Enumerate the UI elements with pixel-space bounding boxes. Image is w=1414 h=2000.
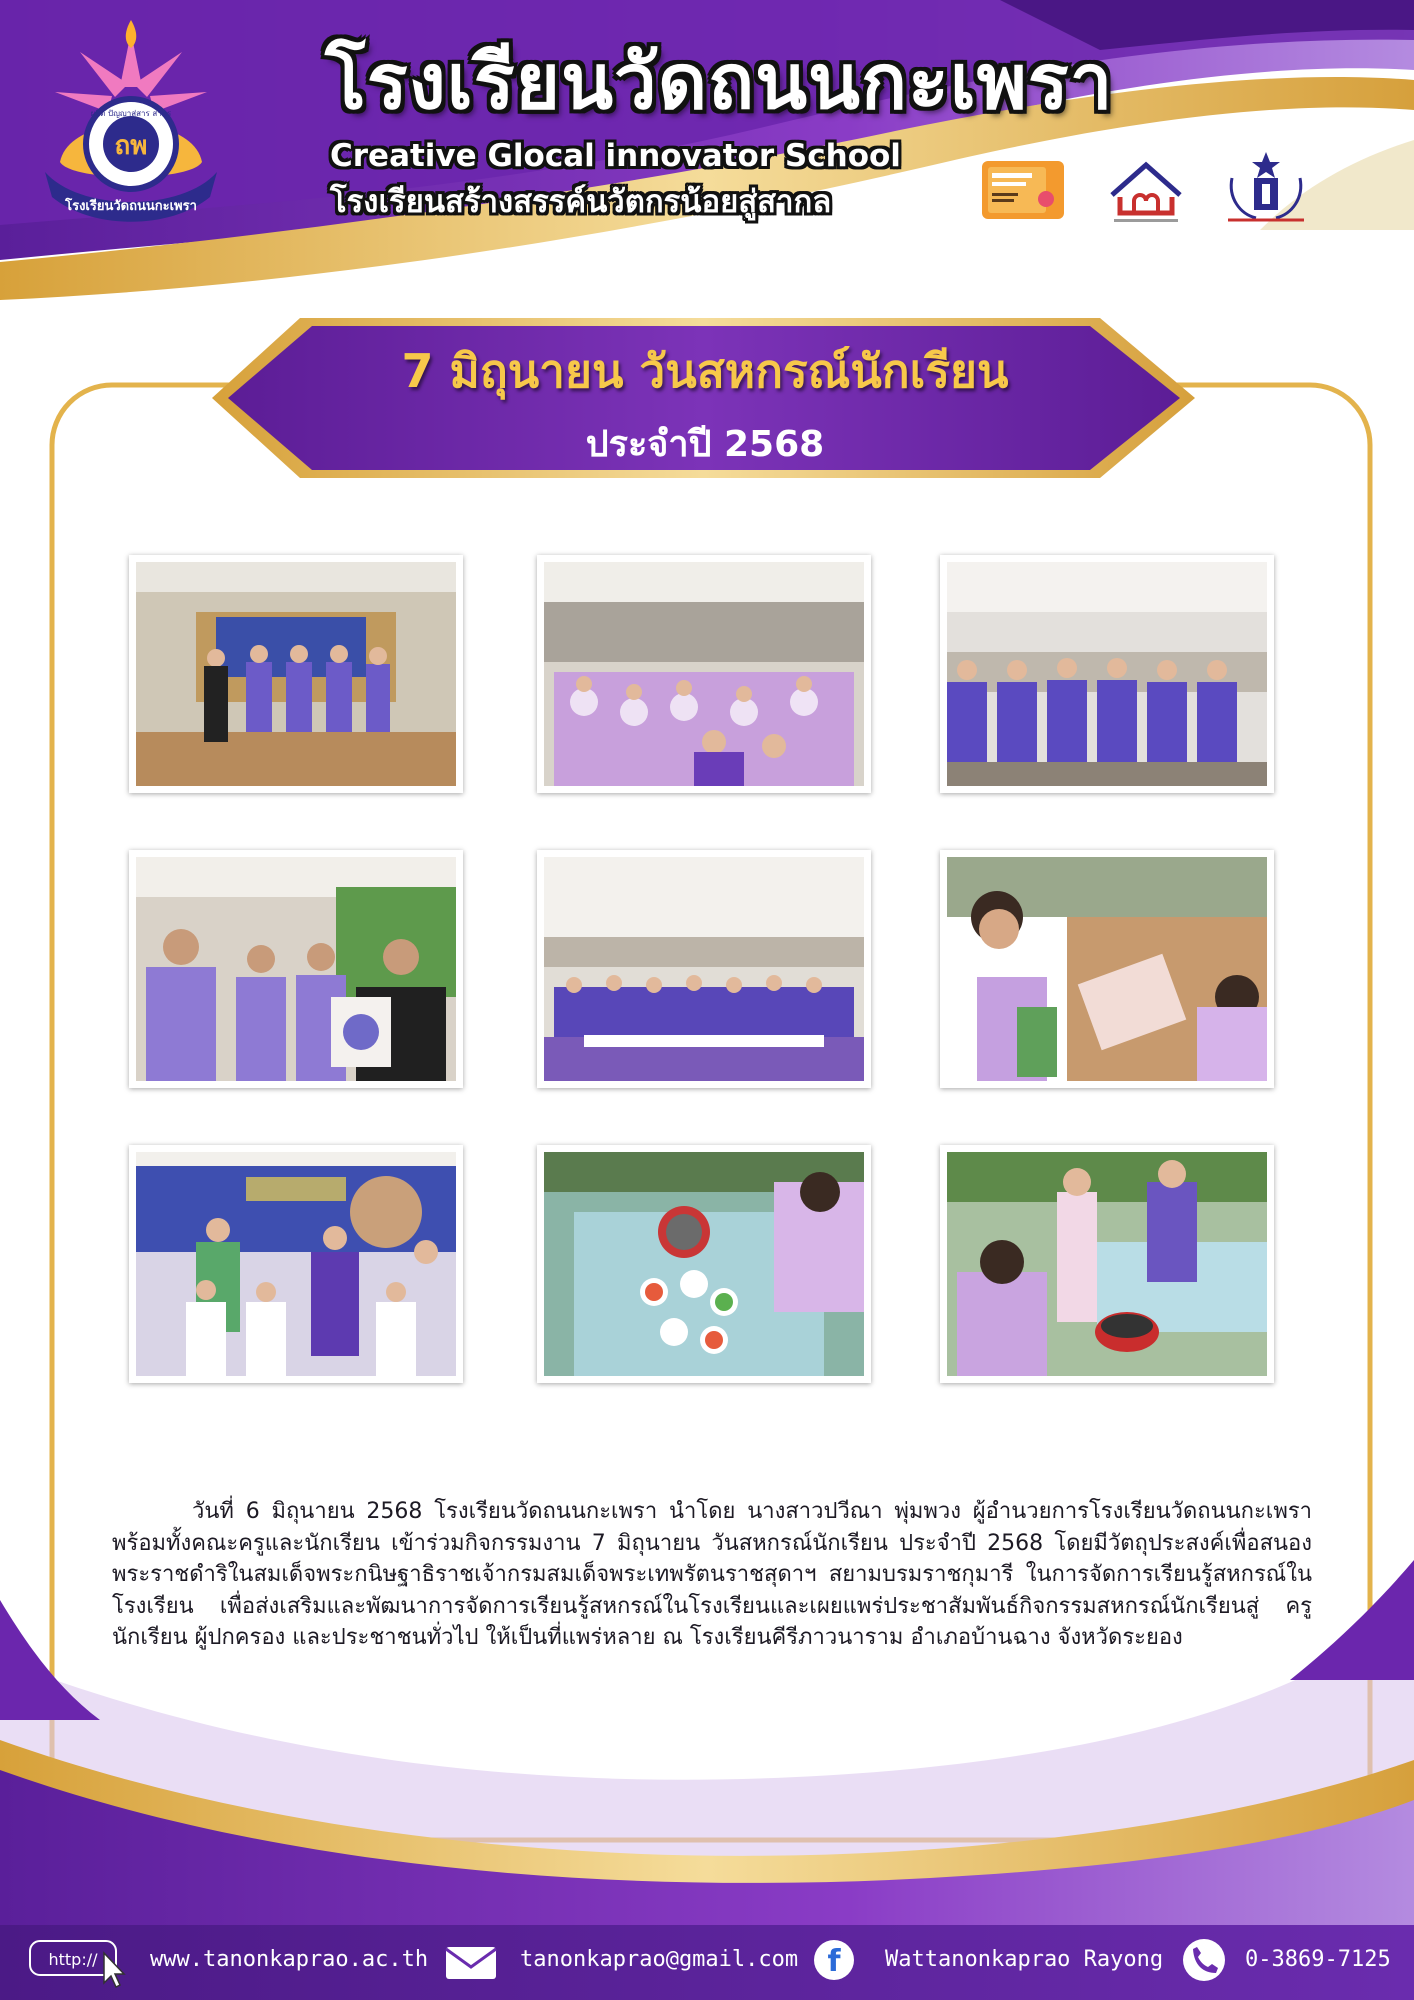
gallery-photo-1 bbox=[129, 555, 463, 793]
footer-email[interactable]: tanonkaprao@gmail.com bbox=[520, 1947, 799, 1972]
students-assembly-photo bbox=[544, 562, 864, 786]
hall-group-photo bbox=[544, 857, 864, 1081]
gallery-photo-9 bbox=[940, 1145, 1274, 1383]
footer-website[interactable]: www.tanonkaprao.ac.th bbox=[150, 1947, 429, 1972]
footer-phone: 0-3869-7125 bbox=[1245, 1947, 1391, 1972]
mail-icon bbox=[446, 1947, 496, 1979]
footer-facebook[interactable]: Wattanonkaprao Rayong bbox=[885, 1947, 1164, 1972]
award-group-photo bbox=[136, 1152, 456, 1376]
web-label: http:// bbox=[48, 1950, 98, 1969]
gallery-photo-6 bbox=[940, 850, 1274, 1088]
students-craft-photo bbox=[947, 857, 1267, 1081]
slogan-thai: โรงเรียนสร้างสรรค์นวัตกรน้อยสู่สากล bbox=[330, 184, 832, 220]
phone-icon bbox=[1183, 1939, 1225, 1981]
teachers-crochet-photo bbox=[136, 857, 456, 1081]
logo-top-text: ผลิต ปัญญาสู่สาร สาทร bbox=[90, 109, 172, 118]
group-photo-stage bbox=[136, 562, 456, 786]
logo-bottom-text: โรงเรียนวัดถนนกะเพรา bbox=[65, 199, 197, 214]
cooking-stall-photo bbox=[947, 1152, 1267, 1376]
svg-text:f: f bbox=[827, 1944, 841, 1979]
event-banner bbox=[205, 315, 1205, 477]
gallery-photo-7 bbox=[129, 1145, 463, 1383]
gallery-photo-8 bbox=[537, 1145, 871, 1383]
school-partnership-logo bbox=[1104, 155, 1188, 227]
activity-description: วันที่ 6 มิถุนายน 2568 โรงเรียนวัดถนนกะเพรา นำโดย นางสาวปวีณา พุ่มพวง ผู้อำนวยการโรงเรียนวัดถนนกะเพรา พร้อมทั้งคณะครูและนักเรียน เข้าร่วมกิจกรรมงาน 7 มิถุนายน วันสหกรณ์นักเรียน ประจำปี 2568 โดยมีวัตถุประสงค์เพื่อสนองพระราชดำริในสมเด็จพระกนิษฐาธิราชเจ้ากรมสมเด็จพระเทพรัตนราชสุดาฯ สยามบรมราชกุมารี ในการจัดการเรียนรู้สหกรณ์ในโรงเรียน เพื่อส่งเสริมและพัฒนาการจัดการเรียนรู้สหกรณ์ในโรงเรียนและเผยแพร่ประชาสัมพันธ์กิจกรรมสหกรณ์นักเรียนสู่ ครู นักเรียน ผู้ปกครอง และประชาชนทั่วไป ให้เป็นที่แพร่หลาย ณ โรงเรียนคีรีภาวนาราม อำเภอบ้านฉาง จังหวัดระยอง bbox=[112, 1499, 1312, 1650]
education-sandbox-logo bbox=[980, 155, 1066, 225]
school-logo bbox=[40, 12, 222, 232]
obec-emblem-logo bbox=[1222, 148, 1310, 226]
banner-subtitle: ประจำปี 2568 bbox=[585, 424, 825, 465]
gallery-photo-2 bbox=[537, 555, 871, 793]
school-name: โรงเรียนวัดถนนกะเพรา bbox=[325, 37, 1114, 126]
slogan-english: Creative Glocal innovator School bbox=[330, 138, 901, 174]
cursor-icon bbox=[104, 1953, 124, 1987]
teachers-group-photo bbox=[947, 562, 1267, 786]
gallery-photo-3 bbox=[940, 555, 1274, 793]
banner-title: 7 มิถุนายน วันสหกรณ์นักเรียน bbox=[401, 344, 1009, 398]
logo-initials: ถพ bbox=[114, 131, 148, 161]
gallery-photo-4 bbox=[129, 850, 463, 1088]
gallery-photo-5 bbox=[537, 850, 871, 1088]
cooking-activity-photo bbox=[544, 1152, 864, 1376]
